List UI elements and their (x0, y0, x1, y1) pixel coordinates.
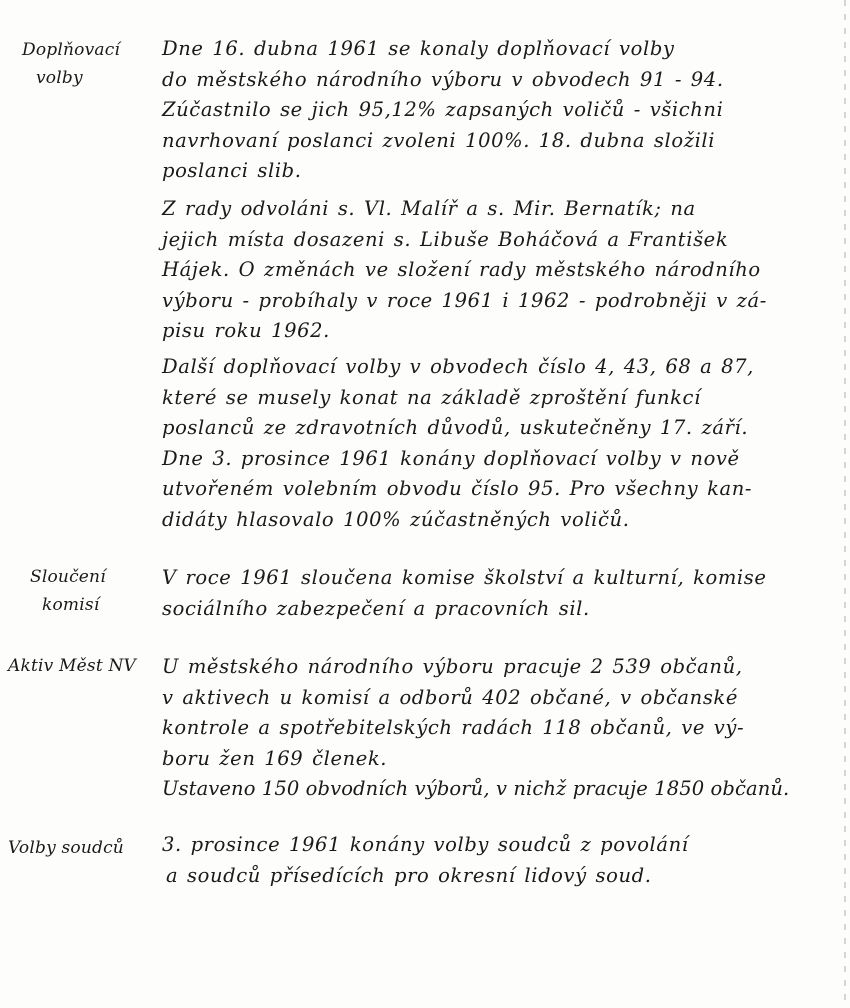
text-line: Hájek. O změnách ve složení rady městského národního (162, 258, 761, 281)
paragraph-dalsi-volby (162, 352, 802, 535)
label-line: Sloučení (30, 567, 106, 587)
paragraph-slouceni-komisi (162, 563, 802, 624)
text-line: a soudců přísedících pro okresní lidový soud. (166, 863, 652, 887)
text-line: Zúčastnilo se jich 95,12% zapsaných voličů - všichni (162, 98, 724, 121)
text-line: didáty hlasovalo 100% zúčastněných voličů. (162, 507, 630, 531)
text-line: Ustaveno 150 obvodních výborů, v nichž pracuje 1850 občanů. (162, 777, 790, 800)
label-line: volby (36, 68, 83, 88)
text-line: 3. prosince 1961 konány volby soudců z povolání (162, 833, 689, 856)
text-line: poslanců ze zdravotních důvodů, uskutečněny 17. září. (162, 416, 749, 439)
label-line: komisí (42, 595, 100, 615)
text-line: utvořeném volebním obvodu číslo 95. Pro všechny kan- (162, 477, 753, 500)
text-line: poslanci slib. (162, 159, 302, 182)
text-line: kontrole a spotřebitelských radách 118 občanů, ve vý- (162, 716, 745, 739)
text-line: boru žen 169 členek. (162, 746, 388, 770)
page-edge-shadow (844, 0, 846, 1008)
text-line: v aktivech u komisí a odborů 402 občané, v občanské (162, 685, 738, 709)
text-line: které se musely konat na základě zproštění funkcí (162, 385, 701, 409)
text-line: Dne 16. dubna 1961 se konaly doplňovací volby (162, 37, 675, 60)
paragraph-zmeny-rady (162, 194, 802, 347)
text-line: pisu roku 1962. (162, 319, 330, 342)
margin-label-aktiv-mest-nv (8, 652, 136, 680)
text-line: V roce 1961 sloučena komise školství a kulturní, komise (162, 566, 767, 589)
text-line: Dne 3. prosince 1961 konány doplňovací volby v nově (162, 446, 740, 470)
label-line: Aktiv Měst NV (8, 656, 137, 676)
text-line: U městského národního výboru pracuje 2 539 občanů, (162, 655, 743, 678)
text-line: Další doplňovací volby v obvodech číslo 4, 43, 68 a 87, (162, 355, 754, 378)
paragraph-doplnovaci-volby-1 (162, 34, 802, 187)
paragraph-aktiv-mest-nv (162, 652, 802, 805)
margin-label-volby-soudcu (8, 834, 124, 862)
margin-label-doplnovaci-volby (22, 36, 120, 92)
label-line: Doplňovací (22, 40, 121, 60)
text-line: jejich místa dosazeni s. Libuše Boháčová a František (162, 227, 729, 251)
text-line: do městského národního výboru v obvodech 91 - 94. (162, 67, 724, 91)
text-line: Z rady odvoláni s. Vl. Malíř a s. Mir. Bernatík; na (162, 197, 696, 220)
margin-label-slouceni-komisi (30, 563, 106, 619)
text-line: navrhovaní poslanci zvoleni 100%. 18. dubna složili (162, 128, 716, 152)
label-line: Volby soudců (8, 838, 124, 858)
text-line: sociálního zabezpečení a pracovních sil. (162, 596, 590, 620)
paragraph-volby-soudcu (162, 830, 802, 891)
text-line: výboru - probíhaly v roce 1961 i 1962 - podrobněji v zá- (162, 288, 767, 312)
